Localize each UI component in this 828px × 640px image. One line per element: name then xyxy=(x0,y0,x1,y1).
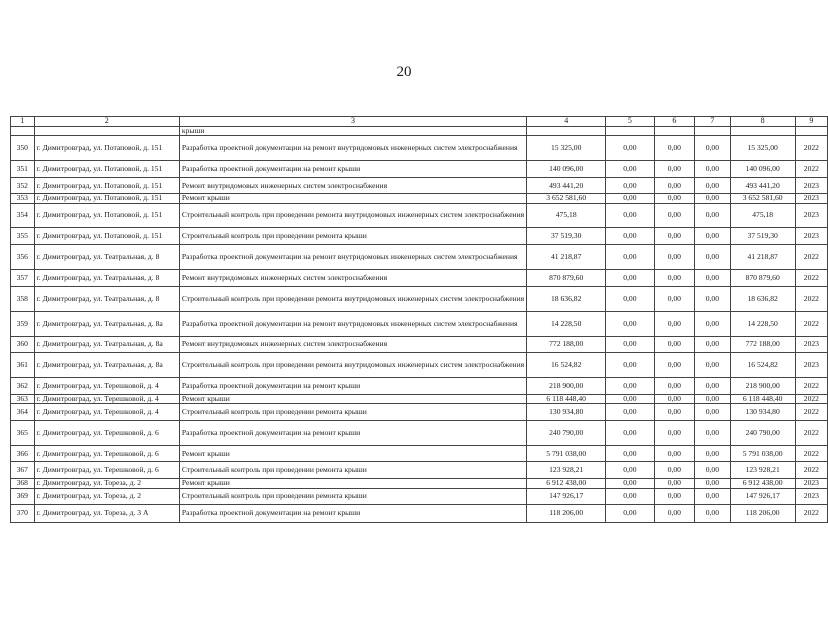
total-cost-cell: 123 928,21 xyxy=(527,462,606,479)
column-7-cell: 0,00 xyxy=(695,269,730,286)
column-number-row xyxy=(11,117,828,127)
year-cell: 2022 xyxy=(795,462,827,479)
column-7-cell: 0,00 xyxy=(695,194,730,203)
column-8-cell: 147 926,17 xyxy=(730,488,795,504)
column-8-cell: 14 228,50 xyxy=(730,311,795,336)
column-7-cell: 0,00 xyxy=(695,488,730,504)
row-number: 356 xyxy=(11,244,35,269)
column-7-cell: 0,00 xyxy=(695,352,730,377)
column-5-cell: 0,00 xyxy=(606,269,654,286)
year-cell: 2023 xyxy=(795,194,827,203)
row-number: 366 xyxy=(11,446,35,462)
column-6-cell: 0,00 xyxy=(654,377,695,394)
address-cell: г. Димитровград, ул. Терешковой, д. 4 xyxy=(34,377,179,394)
column-5-cell: 0,00 xyxy=(606,194,654,203)
row-number: 362 xyxy=(11,377,35,394)
table-row xyxy=(11,446,828,462)
column-7-cell: 0,00 xyxy=(695,161,730,178)
table-row xyxy=(11,227,828,244)
column-5-cell: 0,00 xyxy=(606,244,654,269)
table-row xyxy=(11,269,828,286)
column-6-cell: 0,00 xyxy=(654,504,695,522)
address-cell: г. Димитровград, ул. Театральная, д. 8а xyxy=(34,352,179,377)
column-8-cell: 15 325,00 xyxy=(730,136,795,161)
column-8-cell: 18 636,82 xyxy=(730,286,795,311)
address-cell: г. Димитровград, ул. Потаповой, д. 151 xyxy=(34,227,179,244)
column-7-cell: 0,00 xyxy=(695,311,730,336)
column-header: 7 xyxy=(695,117,730,127)
column-7-cell: 0,00 xyxy=(695,286,730,311)
table-row xyxy=(11,161,828,178)
column-5-cell: 0,00 xyxy=(606,311,654,336)
continuation-row xyxy=(11,127,828,136)
year-cell: 2022 xyxy=(795,446,827,462)
column-5-cell: 0,00 xyxy=(606,488,654,504)
work-type-cell: Разработка проектной документации на ремонт крыши xyxy=(179,377,526,394)
address-cell: г. Димитровград, ул. Потаповой, д. 151 xyxy=(34,178,179,194)
page-number: 20 xyxy=(396,64,412,80)
total-cost-cell: 870 879,60 xyxy=(527,269,606,286)
column-5-cell: 0,00 xyxy=(606,227,654,244)
work-type-cell: Разработка проектной документации на ремонт внутридомовых инженерных систем электроснабжения xyxy=(179,136,526,161)
work-type-cell: Ремонт внутридомовых инженерных систем электроснабжения xyxy=(179,336,526,352)
column-6-cell: 0,00 xyxy=(654,286,695,311)
year-cell: 2023 xyxy=(795,336,827,352)
column-8-cell: 6 912 438,00 xyxy=(730,479,795,488)
column-7-cell: 0,00 xyxy=(695,394,730,403)
column-7-cell: 0,00 xyxy=(695,203,730,227)
work-type-cell: Ремонт крыши xyxy=(179,194,526,203)
column-6-cell: 0,00 xyxy=(654,269,695,286)
address-cell: г. Димитровград, ул. Терешковой, д. 4 xyxy=(34,394,179,403)
address-cell: г. Димитровград, ул. Театральная, д. 8 xyxy=(34,269,179,286)
total-cost-cell: 130 934,80 xyxy=(527,404,606,421)
total-cost-cell: 493 441,20 xyxy=(527,178,606,194)
column-6-cell: 0,00 xyxy=(654,311,695,336)
year-cell: 2023 xyxy=(795,227,827,244)
work-type-cell: Разработка проектной документации на ремонт крыши xyxy=(179,161,526,178)
column-header: 5 xyxy=(606,117,654,127)
row-number: 367 xyxy=(11,462,35,479)
year-cell: 2023 xyxy=(795,352,827,377)
column-6-cell: 0,00 xyxy=(654,227,695,244)
column-5-cell: 0,00 xyxy=(606,136,654,161)
column-7-cell: 0,00 xyxy=(695,479,730,488)
column-8-cell: 218 900,00 xyxy=(730,377,795,394)
row-number: 354 xyxy=(11,203,35,227)
column-8-cell: 870 879,60 xyxy=(730,269,795,286)
total-cost-cell: 147 926,17 xyxy=(527,488,606,504)
column-5-cell: 0,00 xyxy=(606,421,654,446)
column-8-cell: 3 652 581,60 xyxy=(730,194,795,203)
row-number: 363 xyxy=(11,394,35,403)
works-register-table xyxy=(10,116,828,523)
column-8-cell: 5 791 038,00 xyxy=(730,446,795,462)
year-cell: 2022 xyxy=(795,269,827,286)
work-type-cell: Строительный контроль при проведении ремонта крыши xyxy=(179,404,526,421)
work-type-cell: Строительный контроль при проведении ремонта внутридомовых инженерных систем электроснабжения xyxy=(179,352,526,377)
work-type-cell: Разработка проектной документации на ремонт внутридомовых инженерных систем электроснабжения xyxy=(179,244,526,269)
row-number: 351 xyxy=(11,161,35,178)
column-8-cell: 6 118 448,40 xyxy=(730,394,795,403)
total-cost-cell: 5 791 038,00 xyxy=(527,446,606,462)
column-6-cell: 0,00 xyxy=(654,462,695,479)
column-5-cell: 0,00 xyxy=(606,479,654,488)
continuation-text: крыши xyxy=(179,127,526,136)
row-number: 360 xyxy=(11,336,35,352)
row-number: 357 xyxy=(11,269,35,286)
column-5-cell: 0,00 xyxy=(606,377,654,394)
column-6-cell: 0,00 xyxy=(654,352,695,377)
column-6-cell: 0,00 xyxy=(654,178,695,194)
total-cost-cell: 118 206,00 xyxy=(527,504,606,522)
year-cell: 2022 xyxy=(795,377,827,394)
column-7-cell: 0,00 xyxy=(695,404,730,421)
column-7-cell: 0,00 xyxy=(695,336,730,352)
column-header: 4 xyxy=(527,117,606,127)
column-7-cell: 0,00 xyxy=(695,244,730,269)
column-5-cell: 0,00 xyxy=(606,462,654,479)
column-8-cell: 123 928,21 xyxy=(730,462,795,479)
total-cost-cell: 772 188,00 xyxy=(527,336,606,352)
column-8-cell: 475,18 xyxy=(730,203,795,227)
table-row xyxy=(11,479,828,488)
column-8-cell: 41 218,87 xyxy=(730,244,795,269)
total-cost-cell: 6 912 438,00 xyxy=(527,479,606,488)
column-6-cell: 0,00 xyxy=(654,194,695,203)
total-cost-cell: 37 519,30 xyxy=(527,227,606,244)
column-8-cell: 37 519,30 xyxy=(730,227,795,244)
table-row xyxy=(11,462,828,479)
year-cell: 2022 xyxy=(795,244,827,269)
year-cell: 2023 xyxy=(795,488,827,504)
column-6-cell: 0,00 xyxy=(654,136,695,161)
column-7-cell: 0,00 xyxy=(695,504,730,522)
work-type-cell: Ремонт внутридомовых инженерных систем электроснабжения xyxy=(179,178,526,194)
total-cost-cell: 218 900,00 xyxy=(527,377,606,394)
work-type-cell: Строительный контроль при проведении ремонта внутридомовых инженерных систем электроснабжения xyxy=(179,203,526,227)
column-8-cell: 240 790,00 xyxy=(730,421,795,446)
column-5-cell: 0,00 xyxy=(606,352,654,377)
column-header: 1 xyxy=(11,117,35,127)
column-8-cell: 118 206,00 xyxy=(730,504,795,522)
column-5-cell: 0,00 xyxy=(606,504,654,522)
address-cell: г. Димитровград, ул. Театральная, д. 8 xyxy=(34,244,179,269)
address-cell: г. Димитровград, ул. Потаповой, д. 151 xyxy=(34,136,179,161)
column-8-cell: 493 441,20 xyxy=(730,178,795,194)
year-cell: 2023 xyxy=(795,479,827,488)
row-number: 365 xyxy=(11,421,35,446)
work-type-cell: Ремонт крыши xyxy=(179,479,526,488)
column-6-cell: 0,00 xyxy=(654,421,695,446)
row-number: 370 xyxy=(11,504,35,522)
table-row xyxy=(11,421,828,446)
column-6-cell: 0,00 xyxy=(654,203,695,227)
year-cell: 2023 xyxy=(795,203,827,227)
work-type-cell: Разработка проектной документации на ремонт крыши xyxy=(179,421,526,446)
table-row xyxy=(11,244,828,269)
column-7-cell: 0,00 xyxy=(695,446,730,462)
column-8-cell: 130 934,80 xyxy=(730,404,795,421)
column-5-cell: 0,00 xyxy=(606,394,654,403)
row-number: 368 xyxy=(11,479,35,488)
total-cost-cell: 16 524,82 xyxy=(527,352,606,377)
column-8-cell: 16 524,82 xyxy=(730,352,795,377)
column-5-cell: 0,00 xyxy=(606,203,654,227)
year-cell: 2022 xyxy=(795,311,827,336)
column-6-cell: 0,00 xyxy=(654,488,695,504)
table-row xyxy=(11,311,828,336)
work-type-cell: Разработка проектной документации на ремонт внутридомовых инженерных систем электроснабжения xyxy=(179,311,526,336)
table-row xyxy=(11,203,828,227)
column-5-cell: 0,00 xyxy=(606,161,654,178)
row-number: 352 xyxy=(11,178,35,194)
address-cell: г. Димитровград, ул. Театральная, д. 8а xyxy=(34,336,179,352)
row-number: 358 xyxy=(11,286,35,311)
row-number: 361 xyxy=(11,352,35,377)
table-row xyxy=(11,377,828,394)
work-type-cell: Ремонт крыши xyxy=(179,394,526,403)
total-cost-cell: 18 636,82 xyxy=(527,286,606,311)
work-type-cell: Ремонт крыши xyxy=(179,446,526,462)
year-cell: 2022 xyxy=(795,394,827,403)
address-cell: г. Димитровград, ул. Тореза, д. 2 xyxy=(34,488,179,504)
column-6-cell: 0,00 xyxy=(654,479,695,488)
column-7-cell: 0,00 xyxy=(695,178,730,194)
column-header: 6 xyxy=(654,117,695,127)
column-7-cell: 0,00 xyxy=(695,227,730,244)
total-cost-cell: 14 228,50 xyxy=(527,311,606,336)
year-cell: 2022 xyxy=(795,504,827,522)
address-cell: г. Димитровград, ул. Театральная, д. 8 xyxy=(34,286,179,311)
column-6-cell: 0,00 xyxy=(654,446,695,462)
table-row xyxy=(11,404,828,421)
year-cell: 2022 xyxy=(795,161,827,178)
address-cell: г. Димитровград, ул. Терешковой, д. 6 xyxy=(34,446,179,462)
year-cell: 2023 xyxy=(795,178,827,194)
address-cell: г. Димитровград, ул. Терешковой, д. 4 xyxy=(34,404,179,421)
column-5-cell: 0,00 xyxy=(606,446,654,462)
year-cell: 2022 xyxy=(795,286,827,311)
table-row xyxy=(11,178,828,194)
year-cell: 2022 xyxy=(795,136,827,161)
year-cell: 2022 xyxy=(795,421,827,446)
address-cell: г. Димитровград, ул. Потаповой, д. 151 xyxy=(34,203,179,227)
total-cost-cell: 41 218,87 xyxy=(527,244,606,269)
table-row xyxy=(11,352,828,377)
column-6-cell: 0,00 xyxy=(654,161,695,178)
table-row xyxy=(11,136,828,161)
row-number: 350 xyxy=(11,136,35,161)
row-number: 359 xyxy=(11,311,35,336)
column-8-cell: 772 188,00 xyxy=(730,336,795,352)
address-cell: г. Димитровград, ул. Тореза, д. 3 А xyxy=(34,504,179,522)
column-header: 8 xyxy=(730,117,795,127)
row-number: 364 xyxy=(11,404,35,421)
column-header: 2 xyxy=(34,117,179,127)
work-type-cell: Ремонт внутридомовых инженерных систем электроснабжения xyxy=(179,269,526,286)
row-number: 369 xyxy=(11,488,35,504)
total-cost-cell: 240 790,00 xyxy=(527,421,606,446)
column-7-cell: 0,00 xyxy=(695,421,730,446)
total-cost-cell: 3 652 581,60 xyxy=(527,194,606,203)
column-5-cell: 0,00 xyxy=(606,178,654,194)
column-6-cell: 0,00 xyxy=(654,336,695,352)
column-header: 9 xyxy=(795,117,827,127)
table-row xyxy=(11,336,828,352)
table-row xyxy=(11,194,828,203)
column-8-cell: 140 096,00 xyxy=(730,161,795,178)
table-row xyxy=(11,286,828,311)
column-6-cell: 0,00 xyxy=(654,404,695,421)
work-type-cell: Строительный контроль при проведении ремонта крыши xyxy=(179,227,526,244)
table-row xyxy=(11,504,828,522)
total-cost-cell: 475,18 xyxy=(527,203,606,227)
work-type-cell: Разработка проектной документации на ремонт крыши xyxy=(179,504,526,522)
column-header: 3 xyxy=(179,117,526,127)
column-5-cell: 0,00 xyxy=(606,336,654,352)
table-row xyxy=(11,488,828,504)
address-cell: г. Димитровград, ул. Потаповой, д. 151 xyxy=(34,161,179,178)
total-cost-cell: 140 096,00 xyxy=(527,161,606,178)
work-type-cell: Строительный контроль при проведении ремонта крыши xyxy=(179,462,526,479)
work-type-cell: Строительный контроль при проведении ремонта крыши xyxy=(179,488,526,504)
address-cell: г. Димитровград, ул. Театральная, д. 8а xyxy=(34,311,179,336)
row-number: 355 xyxy=(11,227,35,244)
column-7-cell: 0,00 xyxy=(695,136,730,161)
year-cell: 2022 xyxy=(795,404,827,421)
total-cost-cell: 6 118 448,40 xyxy=(527,394,606,403)
column-5-cell: 0,00 xyxy=(606,404,654,421)
address-cell: г. Димитровград, ул. Терешковой, д. 6 xyxy=(34,462,179,479)
work-type-cell: Строительный контроль при проведении ремонта внутридомовых инженерных систем электроснабжения xyxy=(179,286,526,311)
address-cell: г. Димитровград, ул. Потаповой, д. 151 xyxy=(34,194,179,203)
address-cell: г. Димитровград, ул. Терешковой, д. 6 xyxy=(34,421,179,446)
total-cost-cell: 15 325,00 xyxy=(527,136,606,161)
row-number: 353 xyxy=(11,194,35,203)
column-6-cell: 0,00 xyxy=(654,394,695,403)
column-7-cell: 0,00 xyxy=(695,462,730,479)
column-6-cell: 0,00 xyxy=(654,244,695,269)
column-5-cell: 0,00 xyxy=(606,286,654,311)
address-cell: г. Димитровград, ул. Тореза, д. 2 xyxy=(34,479,179,488)
table-row xyxy=(11,394,828,403)
column-7-cell: 0,00 xyxy=(695,377,730,394)
